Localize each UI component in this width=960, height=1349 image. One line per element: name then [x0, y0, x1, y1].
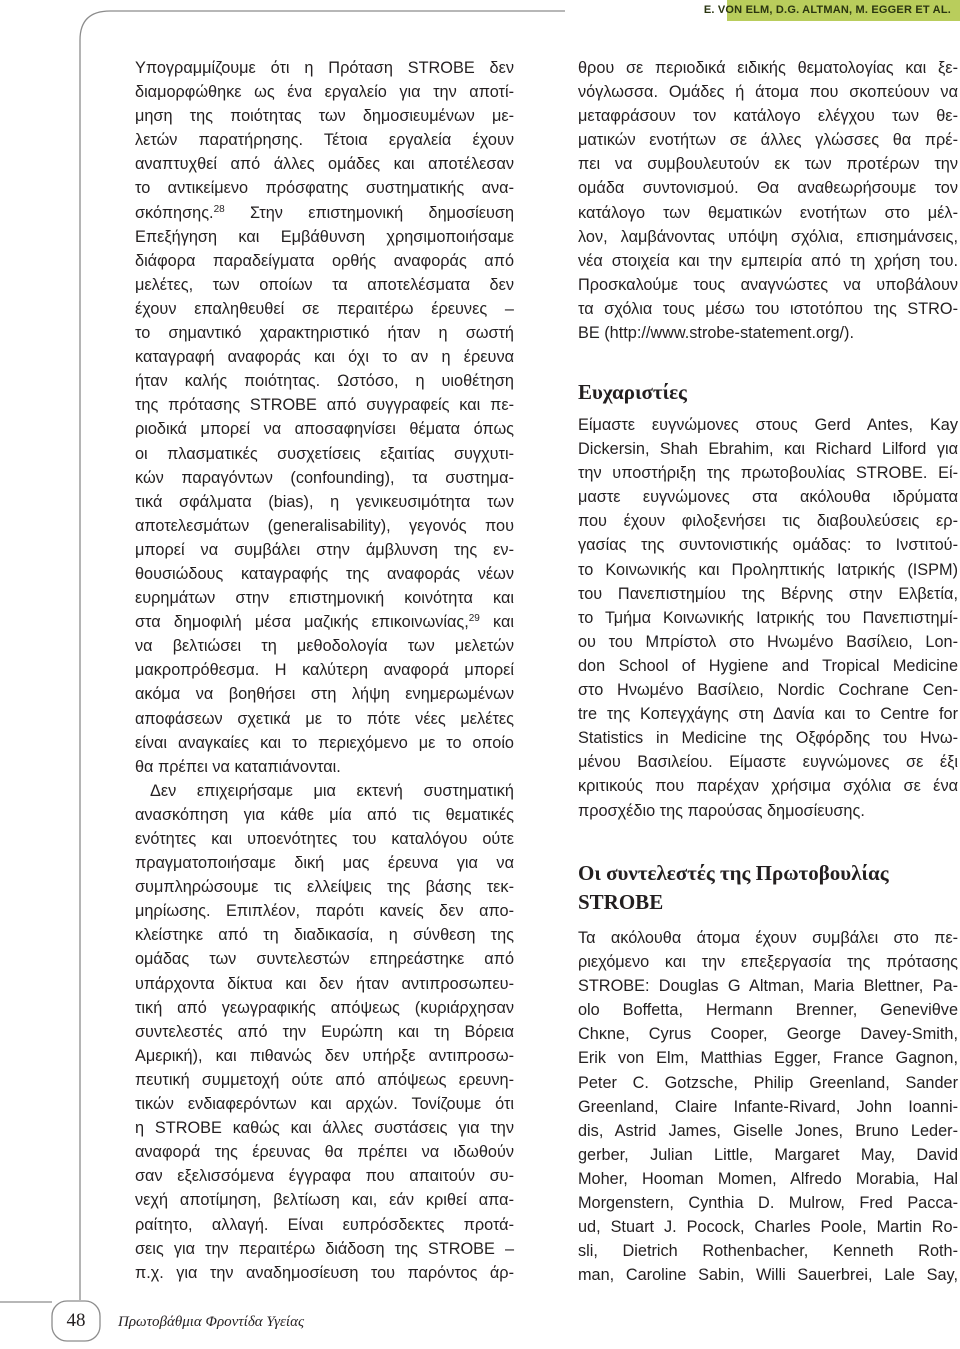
citation-superscript: 28	[213, 203, 225, 215]
body-text-line: ud, Stuart J. Pocock, Charles Poole, Martin Ro-	[578, 1218, 958, 1237]
body-text-line: διάφορα παραδείγματα ορθής αναφοράς από	[135, 251, 514, 270]
body-text-line: σαν εξελισσόμενα έγγραφα που απαιτούν συ-	[135, 1167, 514, 1186]
body-text-line: Morgenstern, Cynthia D. Mulrow, Fred Pacca-	[578, 1194, 958, 1213]
body-text-line: της πρότασης STROBE από συγγραφείς και πε-	[135, 396, 514, 415]
body-text-line: μένου Βασιλείου. Είμαστε ευγνώμονες σε έξι	[578, 753, 958, 772]
running-head-band	[703, 0, 960, 21]
body-text-line: Τα ακόλουθα άτομα έχουν συμβάλει στο πε-	[578, 929, 958, 947]
body-text-line: Erik von Elm, Matthias Egger, France Gagnon,	[578, 1049, 958, 1068]
body-text-line: Dickersin, Shah Ebrahim, και Richard Lilford για	[578, 440, 958, 459]
body-text-line: sli, Dietrich Rothenbacher, Kenneth Roth-	[578, 1242, 958, 1261]
body-text-line: συντελεστές από την Ευρώπη και τη Βόρεια	[135, 1022, 514, 1041]
body-text-line: το σημαντικό χαρακτηριστικό ήταν η σωστή	[135, 324, 514, 343]
body-text-line: Επεξήγηση και Εμβάθυνση χρησιμοποιήσαμε	[135, 227, 514, 246]
body-text-line: νεχή αποτίμηση, βελτίωση και, εάν κριθεί απα-	[135, 1191, 514, 1210]
body-text-line: αποφάσεων σχετικά με το πότε νέες μελέτες	[135, 709, 514, 728]
body-text-line: πει να συμβουλευτούν εκ των προτέρων την	[578, 155, 958, 174]
acknowledgements-text	[578, 413, 958, 823]
body-text-line: dis, Astrid James, Giselle Jones, Bruno Leder-	[578, 1121, 958, 1140]
body-text-line: Δεν επιχειρήσαμε μια εκτενή συστηματική	[150, 781, 514, 800]
body-text-line: BE (http://www.strobe-statement.org/).	[578, 324, 854, 343]
body-text-line: τικά σφάλματα (bias), η γενικευσιμότητα των	[135, 492, 514, 511]
left-column	[135, 56, 514, 1285]
body-text-line: don School of Hygiene and Tropical Medicine	[578, 656, 958, 675]
body-text-line: συμπληρώσουμε τις ελλείψεις της βάσης τεκ-	[135, 878, 514, 897]
body-text-line: τα σχόλια τους μέσω του ιστοτόπου της STRO-	[578, 299, 958, 318]
body-text-line: που έχουν φιλοξενήσει τις διαβουλεύσεις ερ-	[578, 512, 958, 531]
body-text-line: θουσιώδους καταγραφής της αναφοράς νέων	[135, 564, 514, 583]
contributors-text	[578, 926, 958, 1287]
body-text-line: μεταφράσουν τον κατάλογο ελέγχου των θε-	[578, 107, 958, 126]
section-heading-contributors	[578, 859, 958, 917]
body-text-line: μπορεί να συμβάλει στην άμβλυνση της εν-	[135, 540, 514, 559]
body-text-line: νόγλωσσα. Ομάδες ή άτομα που σκοπεύουν να	[578, 83, 958, 102]
body-text-line: καταγραφή αναφοράς και όχι το αν η έρευνα	[135, 348, 514, 367]
body-text-line: υπάρχοντα δίκτυα και δεν ήταν αντιπροσωπευ-	[135, 974, 514, 993]
body-text-line: Greenland, Claire Infante-Rivard, John Ioanni-	[578, 1097, 958, 1116]
right-column-intro	[578, 56, 958, 345]
running-head: E. VON ELM, D.G. ALTMAN, M. EGGER ET AL.	[703, 4, 951, 16]
body-text-line: λον, λαμβάνοντας υπόψη σχόλια, επισημάνσεις,	[578, 227, 958, 246]
body-text-line: γασίας της συντονιστικής ομάδας: το Ινστιτού-	[578, 536, 958, 555]
body-text-line: Υπογραμμίζουμε ότι η Πρόταση STROBE δεν	[135, 59, 514, 77]
body-text-line: την υποστήριξη της πρωτοβουλίας STROBE. Εί-	[578, 464, 958, 483]
body-text-line: ακόμα να βοηθήσει στη λήψη ενημερωμένων	[135, 685, 514, 704]
body-text-line: του Πανεπιστημίου της Βέρνης στην Ελβετία,	[578, 584, 958, 603]
body-text-line: είναι αναγκαίες και το περιεχόμενο με το οποίο	[135, 733, 514, 752]
body-text-line: σεις για την περαιτέρω διάδοση της STROBE –	[135, 1239, 514, 1258]
section-heading-line: Οι συντελεστές της Πρωτοβουλίας	[578, 861, 889, 885]
body-text-line: Statistics in Medicine της Οξφόρδης του Ηνω-	[578, 729, 958, 748]
body-text-line: ήταν καλής ποιότητας. Ωστόσο, η υιοθέτηση	[135, 372, 514, 391]
body-text-line: olo Boffetta, Hermann Brenner, Geneviθve	[578, 1001, 958, 1020]
journal-title: Πρωτοβάθμια Φροντίδα Υγείας	[118, 1314, 305, 1330]
body-text-line: STROBE: Douglas G Altman, Maria Blettner, Pa-	[578, 977, 958, 996]
body-text-line: Προσκαλούμε τους αναγνώστες να υποβάλουν	[578, 275, 958, 294]
body-text-line: gerber, Julian Little, Margaret May, David	[578, 1145, 958, 1164]
body-text-line: μηση της ποιότητας των δημοσιευμένων με-	[135, 107, 514, 126]
body-text-line: ματικών ενοτήτων σε άλλες γλώσσες θα πρέ-	[578, 131, 958, 150]
line-segment: σκόπησης.	[135, 203, 214, 222]
body-text-line: προσχέδιο της παρούσας δημοσίευσης.	[578, 801, 865, 820]
body-text-line: θρου σε περιοδικά ειδικής θεματολογίας και ξε-	[578, 59, 958, 77]
body-text-line: Είμαστε ευγνώμονες στους Gerd Antes, Kay	[578, 416, 958, 434]
body-text-line: έχουν επαληθευθεί σε περαιτέρω έρευνες –	[135, 299, 514, 318]
body-text-line	[135, 201, 514, 225]
body-text-line: ριεχόμενο και την επεξεργασία της πρότασης	[578, 953, 958, 972]
body-text-line: μελέτες, των οποίων τα αποτελέσματα δεν	[135, 275, 514, 294]
body-text-line: ευρημάτων στην επιστημονική κοινότητα και	[135, 589, 514, 608]
body-text-line: αναφορά της έρευνας θα πρέπει να ιδωθούν	[135, 1143, 514, 1162]
section-heading-acknowledgements: Ευχαριστίες	[578, 380, 687, 404]
body-text-line: στο Ηνωμένο Βασίλειο, Nordic Cochrane Cen-	[578, 681, 958, 700]
body-text-line: το Τμήμα Κοινωνικής Ιατρικής του Πανεπιστημί-	[578, 608, 958, 627]
body-text-line: Moher, Hooman Momen, Alfredo Morabia, Hal	[578, 1169, 958, 1188]
body-text-line: κριτικούς που παρέχαν χρήσιμα σχόλια σε ένα	[578, 777, 958, 796]
body-text-line: μακροπρόθεσμα. Η καλύτερη αναφορά μπορεί	[135, 661, 514, 680]
body-text-line: μαστε ευγνώμονες στα ακόλουθα ιδρύματα	[578, 488, 958, 507]
body-text-line: λετών παρατήρησης. Τέτοια εργαλεία έχουν	[135, 131, 514, 150]
body-text-line: πευτική συμμετοχή ούτε από απόψεως ερευνη-	[135, 1070, 514, 1089]
body-text-line: ομάδας των συντελεστών επηρεάστηκε από	[135, 950, 514, 969]
body-text-line: Chκne, Cyrus Cooper, George Davey-Smith,	[578, 1025, 958, 1044]
body-text-line: το Κοινωνικής και Προληπτικής Ιατρικής (ISPM)	[578, 560, 958, 579]
body-text-line: ανασκόπηση για κάθε μία από τις θεματικές	[135, 805, 514, 824]
body-text-line: το αντικείμενο πρόσφατης συστηματικής ανα-	[135, 179, 514, 198]
body-text-line: μηρίωσης. Επιπλέον, παρότι κανείς δεν απο-	[135, 902, 514, 921]
body-text-line: αποτελεσμάτων (generalisability), γεγονός που	[135, 516, 514, 535]
body-text-line: οι πλασματικές συσχετίσεις εξαιτίας συγχυτι-	[135, 444, 514, 463]
body-text-line: πραγματοποιήσαμε δική μας έρευνα για να	[135, 854, 514, 873]
body-text-line: Αμερική), και πιθανώς δεν υπήρξε αντιπροσω-	[135, 1046, 514, 1065]
body-text-line: θα πρέπει να καταπιάνονται.	[135, 757, 341, 776]
body-text-line: ριοδικά μπορεί να αποσαφηνίσει θέματα όπως	[135, 420, 514, 439]
body-text-line: ραίτητο, αλλαγή. Είναι ευπρόσδεκτες προτά-	[135, 1215, 514, 1234]
body-text-line: ου του Μπρίστολ στο Ηνωμένο Βασίλειο, Lon-	[578, 632, 958, 651]
body-text-line: ενότητες και υποενότητες του καταλόγου ούτε	[135, 830, 514, 848]
body-text-line: να βελτιώσει τη μεθοδολογία των μελετών	[135, 637, 514, 656]
body-text-line: αναπτυχθεί από άλλες ομάδες και αποτέλεσαν	[135, 155, 514, 174]
body-text-line: π.χ. για την αναδημοσίευση του παρόντος άρ-	[135, 1263, 514, 1282]
body-text-line: διαμορφώθηκε ως ένα εργαλείο για την αποτί-	[135, 83, 514, 102]
citation-superscript: 29	[468, 613, 480, 625]
body-text-line: man, Caroline Sabin, Willi Sauerbrei, Lale Say,	[578, 1266, 958, 1285]
body-text-line: tre της Κοπεγχάγης στη Δανία και το Centre for	[578, 705, 958, 724]
section-heading-line: STROBE	[578, 890, 664, 914]
line-segment: στα δημοφιλή μέσα μαζικής επικοινωνίας,	[135, 613, 469, 632]
page-number: 48	[66, 1310, 86, 1331]
body-text-line: τική από γεωγραφικής απόψεως (κυριάρχησαν	[135, 998, 514, 1017]
body-text-line: η STROBE καθώς και άλλες συστάσεις για την	[135, 1119, 514, 1138]
body-text-line: νέα στοιχεία και την εμπειρία από τη χρήση του.	[578, 251, 958, 270]
body-text-line: Peter C. Gotzsche, Philip Greenland, Sander	[578, 1073, 958, 1092]
line-segment: και	[479, 613, 514, 632]
body-text-line: κλείστηκε από τη διαδικασία, η σύνθεση της	[135, 926, 514, 945]
body-text-line: κών παραγόντων (confounding), τα συστημα-	[135, 468, 514, 487]
line-segment: Στην επιστημονική δημοσίευση	[224, 203, 514, 222]
body-text-line: τικών ενδιαφερόντων και αρχών. Τονίζουμε ότι	[135, 1095, 514, 1114]
body-text-line: κατάλογο των θεματικών ενοτήτων στο μέλ-	[578, 203, 958, 222]
body-text-line	[135, 610, 514, 634]
body-text-line: ομάδα συντονισμού. Θα αναθεωρήσουμε τον	[578, 179, 958, 198]
